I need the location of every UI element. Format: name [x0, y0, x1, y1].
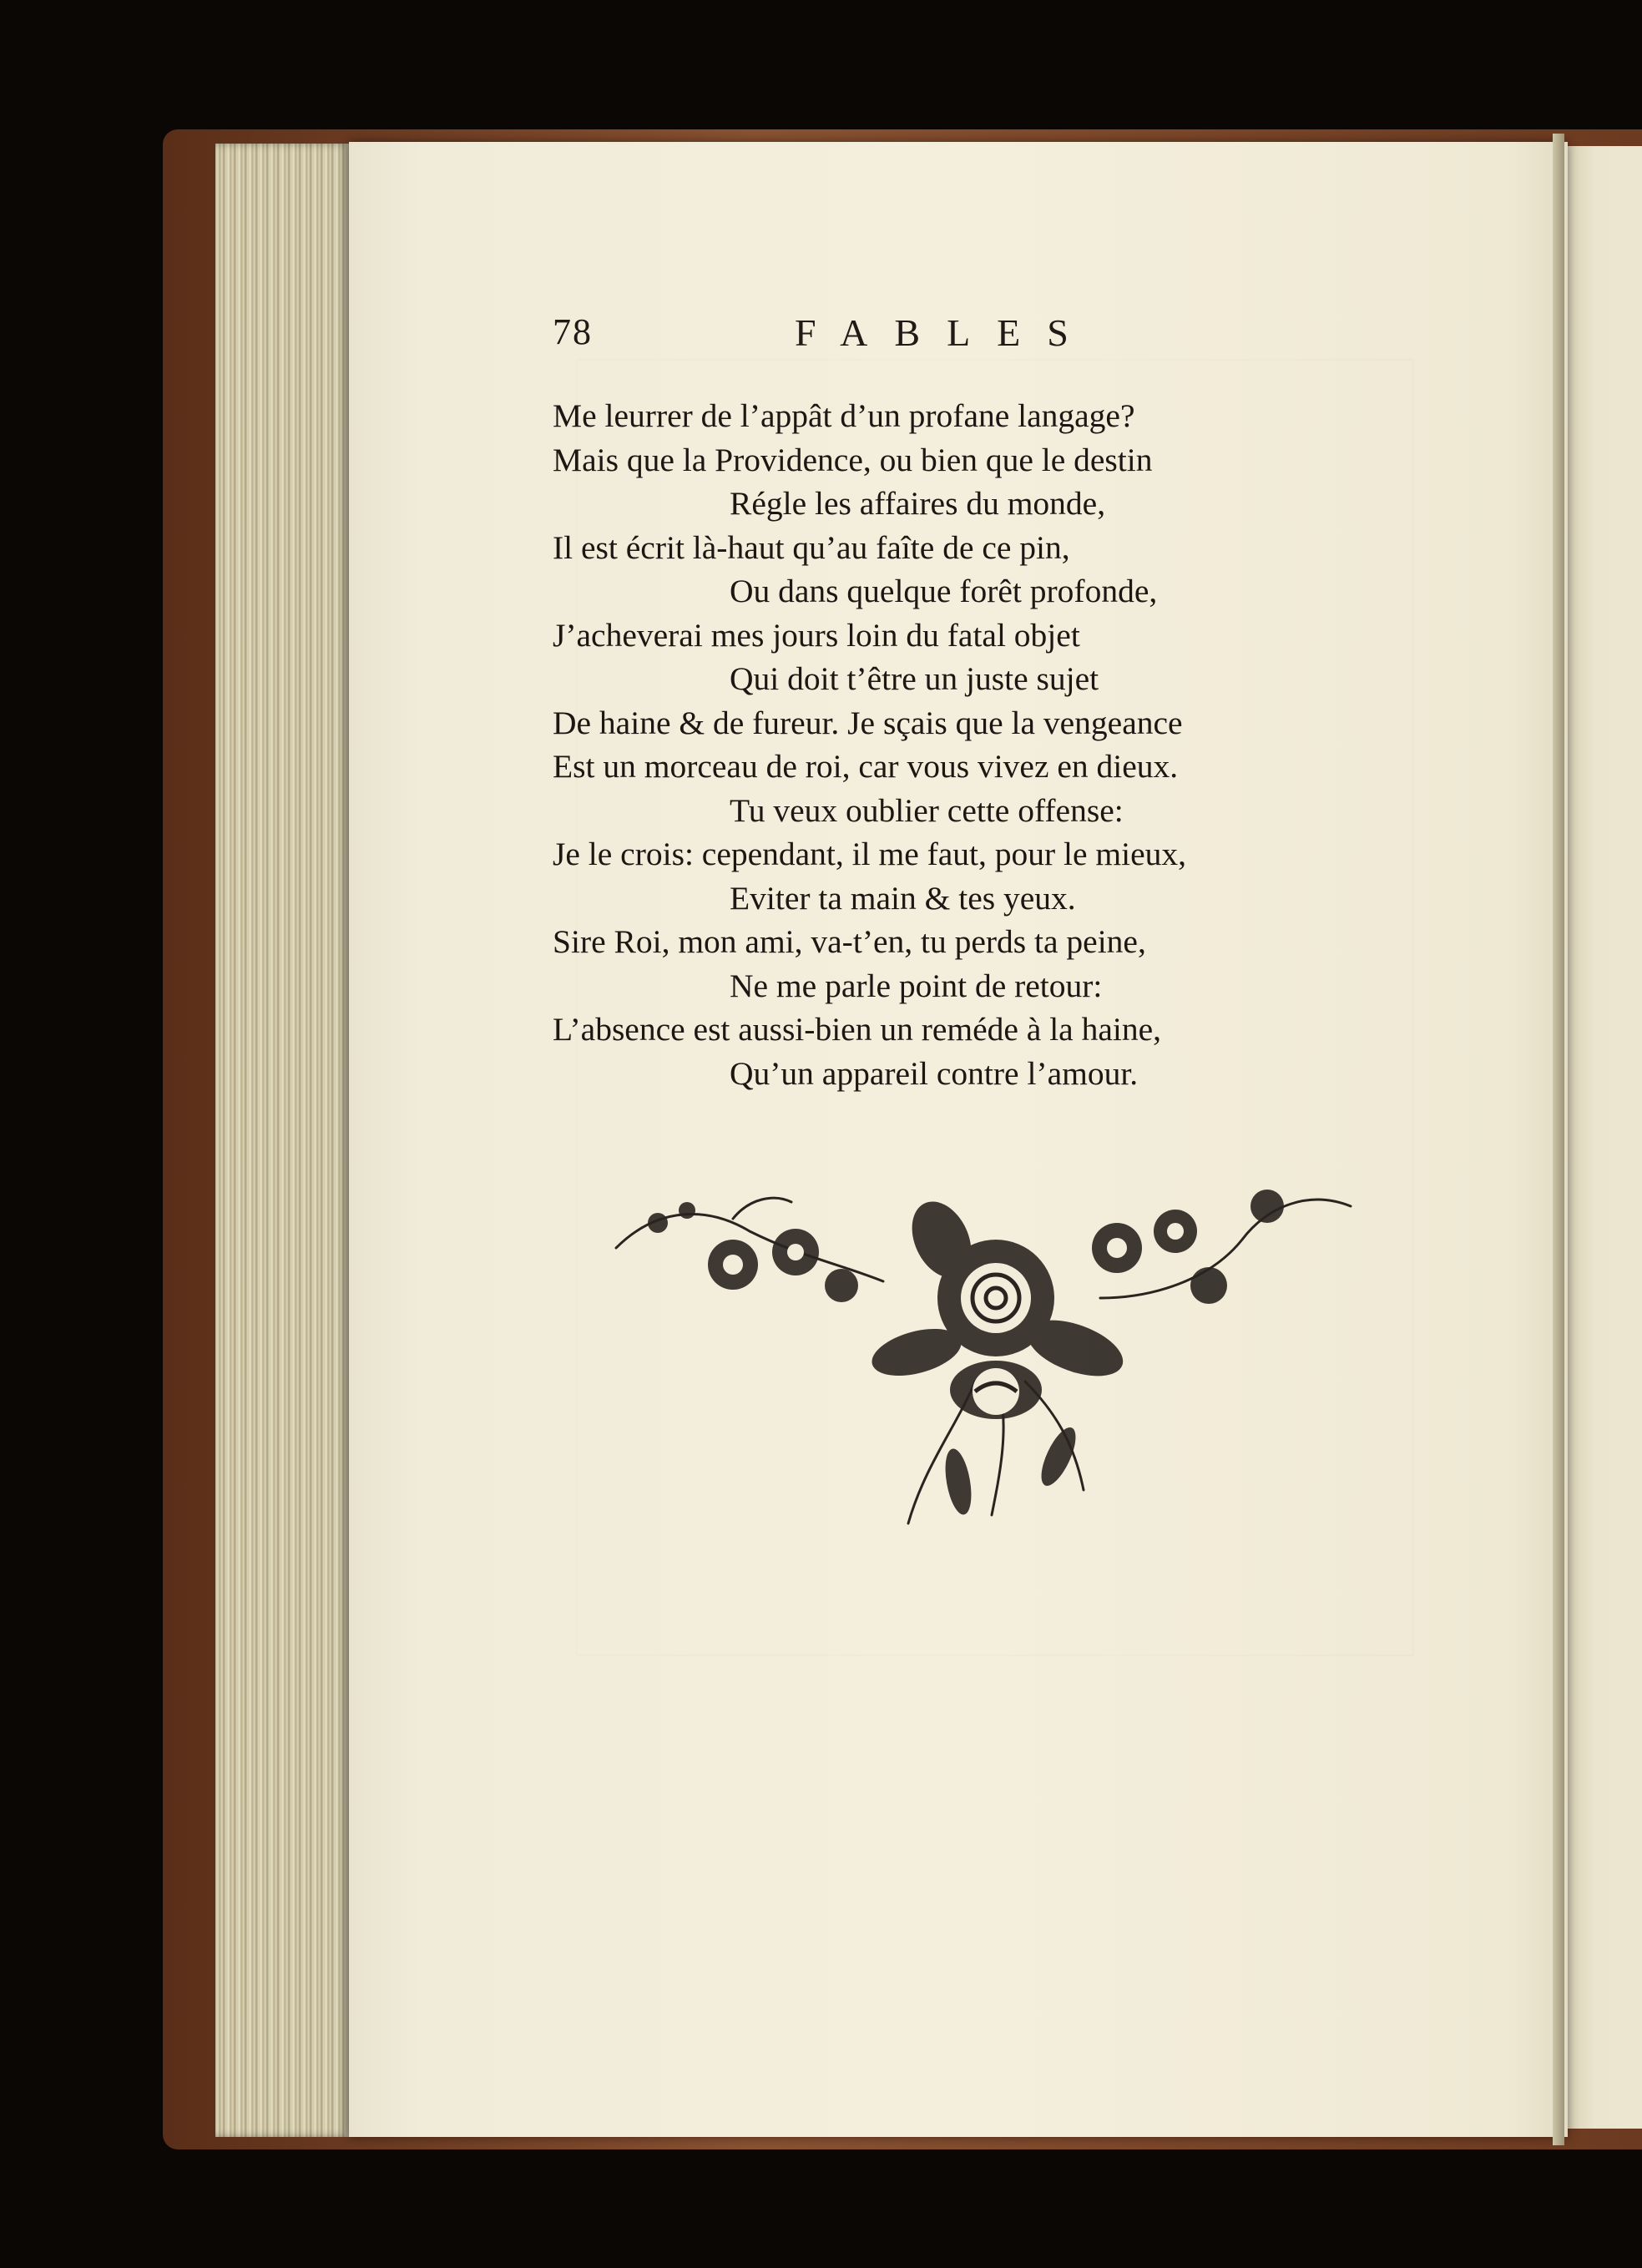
page-header: [553, 311, 1287, 369]
verse-line: Est un morceau de roi, car vous vivez en dieux.: [553, 748, 1179, 785]
verse-line: Sire Roi, mon ami, va-t’en, tu perds ta peine,: [553, 923, 1146, 960]
book-gutter: [1553, 134, 1564, 2145]
verse-block: [553, 394, 1421, 1095]
verse-line: J’acheverai mes jours loin du fatal objet: [553, 616, 1080, 654]
verse-line: Mais que la Providence, ou bien que le destin: [553, 441, 1153, 478]
verse-line: Il est écrit là-haut qu’au faîte de ce pin,: [553, 528, 1070, 566]
page-number: 78: [553, 311, 593, 352]
facing-page-edge: [1564, 146, 1642, 2129]
verse-line: Me leurrer de l’appât d’un profane langage?: [553, 397, 1135, 434]
page-edges: [215, 144, 349, 2137]
verse-line: De haine & de fureur. Je sçais que la vengeance: [553, 704, 1183, 741]
verse-line: Ne me parle point de retour:: [730, 967, 1103, 1004]
verse-line: Qu’un appareil contre l’amour.: [730, 1054, 1139, 1092]
verse-line: Ou dans quelque forêt profonde,: [730, 573, 1158, 609]
verse-line: Tu veux oublier cette offense:: [730, 791, 1124, 829]
verse-line: Qui doit t’être un juste sujet: [730, 660, 1099, 697]
verse-line: L’absence est aussi-bien un reméde à la haine,: [553, 1011, 1161, 1048]
verse-line: Régle les affaires du monde,: [730, 485, 1106, 522]
verse-line: Je le crois: cependant, il me faut, pour le mieux,: [553, 836, 1187, 872]
verse-line: Eviter ta main & tes yeux.: [730, 879, 1076, 917]
running-title: FABLES: [795, 311, 1095, 354]
floral-vignette-icon: [608, 1173, 1367, 1540]
